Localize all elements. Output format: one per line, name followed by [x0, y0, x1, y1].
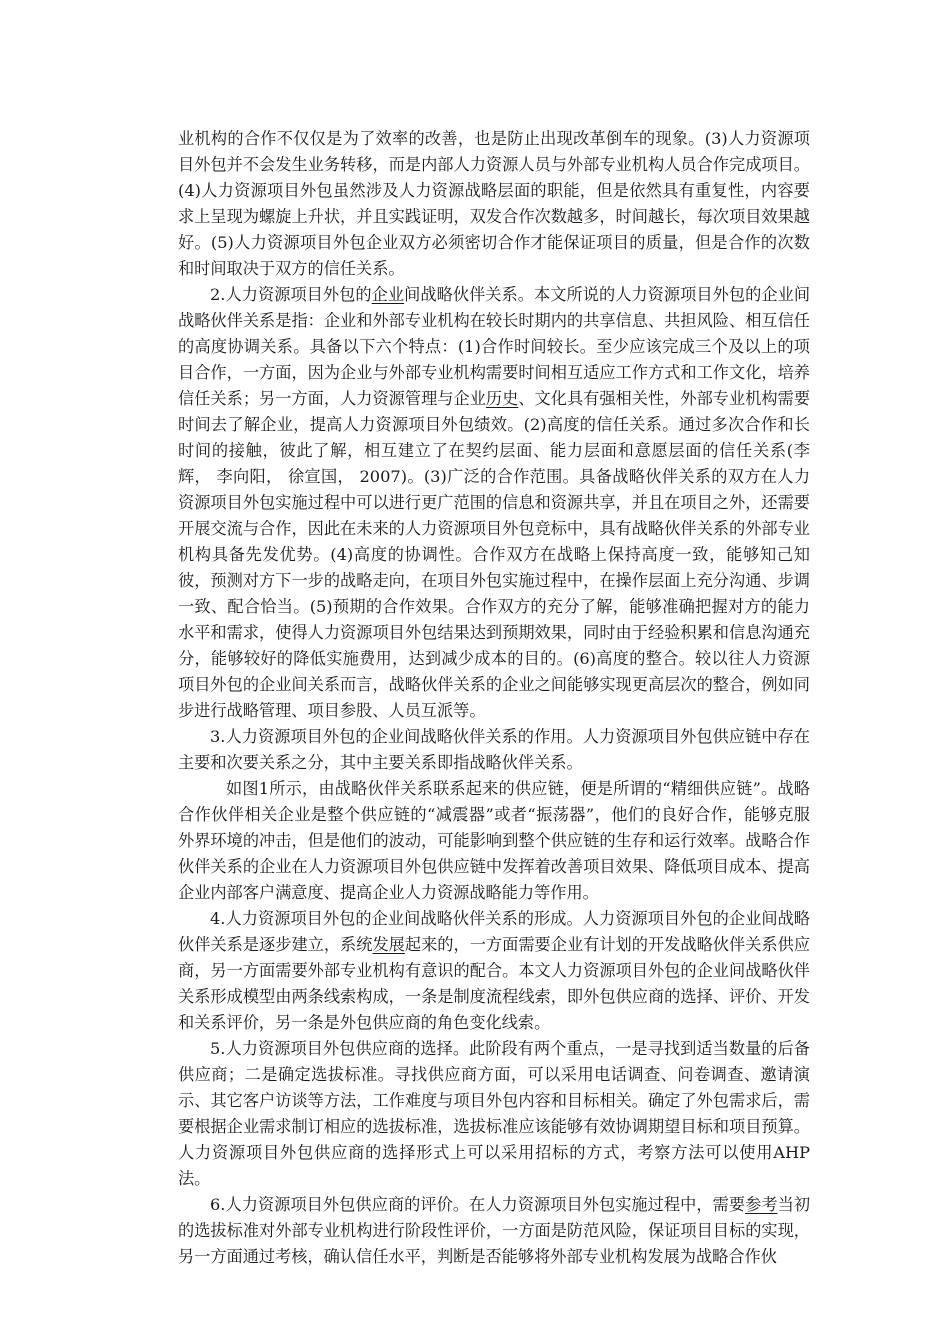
paragraph-supplier-selection — [178, 1036, 810, 1192]
paragraph-partnership-formation — [178, 906, 810, 1036]
text-run: 当初的选拔标准对外部专业机构进行阶段性评价，一方面是防范风险，保证项目目标的实现，另一方面通过考核，确认信任水平，判断是否能够将外部专业机构发展为战略合作伙 — [178, 1195, 811, 1266]
paragraph-strategic-partnership — [178, 282, 810, 724]
inline-link[interactable]: 企业 — [371, 285, 405, 304]
paragraph-supplier-evaluation — [178, 1192, 810, 1270]
paragraph-figure-1-reference — [178, 776, 810, 906]
text-run: 间战略伙伴关系。本文所说的人力资源项目外包的企业间战略伙伴关系是指：企业和外部专业机构在较长时期内的共享信息、共担风险、相互信任的高度协调关系。具备以下六个特点：(1)合作时间较长。至少应该完成三个及以上的项目合作，一方面，因为企业与外部专业机构需要时间相互适应工作方式和工作文化，培养信任关系；另一方面，人力资源管理与企业 — [178, 285, 811, 408]
text-run: 2.人力资源项目外包的 — [210, 285, 372, 304]
text-run: 业机构的合作不仅仅是为了效率的改善，也是防止出现改革倒车的现象。(3)人力资源项目外包并不会发生业务转移，而是内部人力资源人员与外部专业机构人员合作完成项目。(4)人力资源项目外包虽然涉及人力资源战略层面的职能，但是依然具有重复性，内容要求上呈现为螺旋上升状，并且实践证明，双发合作次数越多，时间越长，每次项目效果越好。(5)人力资源项目外包企业双方必须密切合作才能保证项目的质量，但是合作的次数和时间取决于双方的信任关系。 — [178, 129, 810, 278]
text-run: 5.人力资源项目外包供应商的选择。此阶段有两个重点，一是寻找到适当数量的后备供应商；二是确定选拔标准。寻找供应商方面，可以采用电话调查、问卷调查、邀请演示、其它客户访谈等方法，工作难度与项目外包内容和目标相关。确定了外包需求后，需要根据企业需求制订相应的选拔标准，选拔标准应该能够有效协调期望目标和项目预算。人力资源项目外包供应商的选择形式上可以采用招标的方式，考察方法可以使用AHP法。 — [178, 1039, 810, 1188]
paragraph-partnership-role — [178, 724, 810, 776]
text-run: 3.人力资源项目外包的企业间战略伙伴关系的作用。人力资源项目外包供应链中存在主要和次要关系之分，其中主要关系即指战略伙伴关系。 — [178, 727, 810, 772]
text-run: 、文化具有强相关性，外部专业机构需要时间去了解企业，提高人力资源项目外包绩效。(2)高度的信任关系。通过多次合作和长时间的接触，彼此了解，相互建立了在契约层面、能力层面和意愿层面的信任关系(李辉， 李向阳， 徐宣国， 2007)。(3)广泛的合作范围。具备战略伙伴关系的双方在人力资源项目外包实施过程中可以进行更广范围的信息和资源共享，并且在项目之外，还需要开展交流与合作，因此在未来的人力资源项目外包竞标中，具有战略伙伴关系的外部专业机构具备先发优势。(4)高度的协调性。合作双方在战略上保持高度一致，能够知己知彼，预测对方下一步的战略走向，在项目外包实施过程中，在操作层面上充分沟通、步调一致、配合恰当。(5)预期的合作效果。合作双方的充分了解，能够准确把握对方的能力水平和需求，使得人力资源项目外包结果达到预期效果，同时由于经验积累和信息沟通充分，能够较好的降低实施费用，达到减少成本的目的。(6)高度的整合。较以往人力资源项目外包的企业间关系而言，战略伙伴关系的企业之间能够实现更高层次的整合，例如同步进行战略管理、项目参股、人员互派等。 — [178, 389, 811, 720]
text-run: 4.人力资源项目外包的企业间战略伙伴关系的形成。人力资源项目外包的企业间战略伙伴关系是逐步建立，系统 — [178, 909, 810, 954]
inline-link[interactable]: 历史 — [485, 389, 519, 408]
text-run: 6.人力资源项目外包供应商的评价。在人力资源项目外包实施过程中，需要 — [210, 1195, 746, 1214]
paragraph-continuation — [178, 126, 810, 282]
text-run: 如图1所示，由战略伙伴关系联系起来的供应链，便是所谓的“精细供应链”。战略合作伙伴相关企业是整个供应链的“减震器”或者“振荡器”，他们的良好合作，能够克服外界环境的冲击，但是他们的波动，可能影响到整个供应链的生存和运行效率。战略合作伙伴关系的企业在人力资源项目外包供应链中发挥着改善项目效果、降低项目成本、提高企业内部客户满意度、提高企业人力资源战略能力等作用。 — [178, 779, 810, 902]
inline-link[interactable]: 参考 — [745, 1195, 778, 1214]
inline-link[interactable]: 发展 — [372, 935, 405, 954]
text-run: 起来的，一方面需要企业有计划的开发战略伙伴关系供应商，另一方面需要外部专业机构有意识的配合。本文人力资源项目外包的企业间战略伙伴关系形成模型由两条线索构成，一条是制度流程线索，即外包供应商的选择、评价、开发和关系评价，另一条是外包供应商的角色变化线索。 — [178, 935, 811, 1032]
document-page — [178, 126, 810, 1270]
